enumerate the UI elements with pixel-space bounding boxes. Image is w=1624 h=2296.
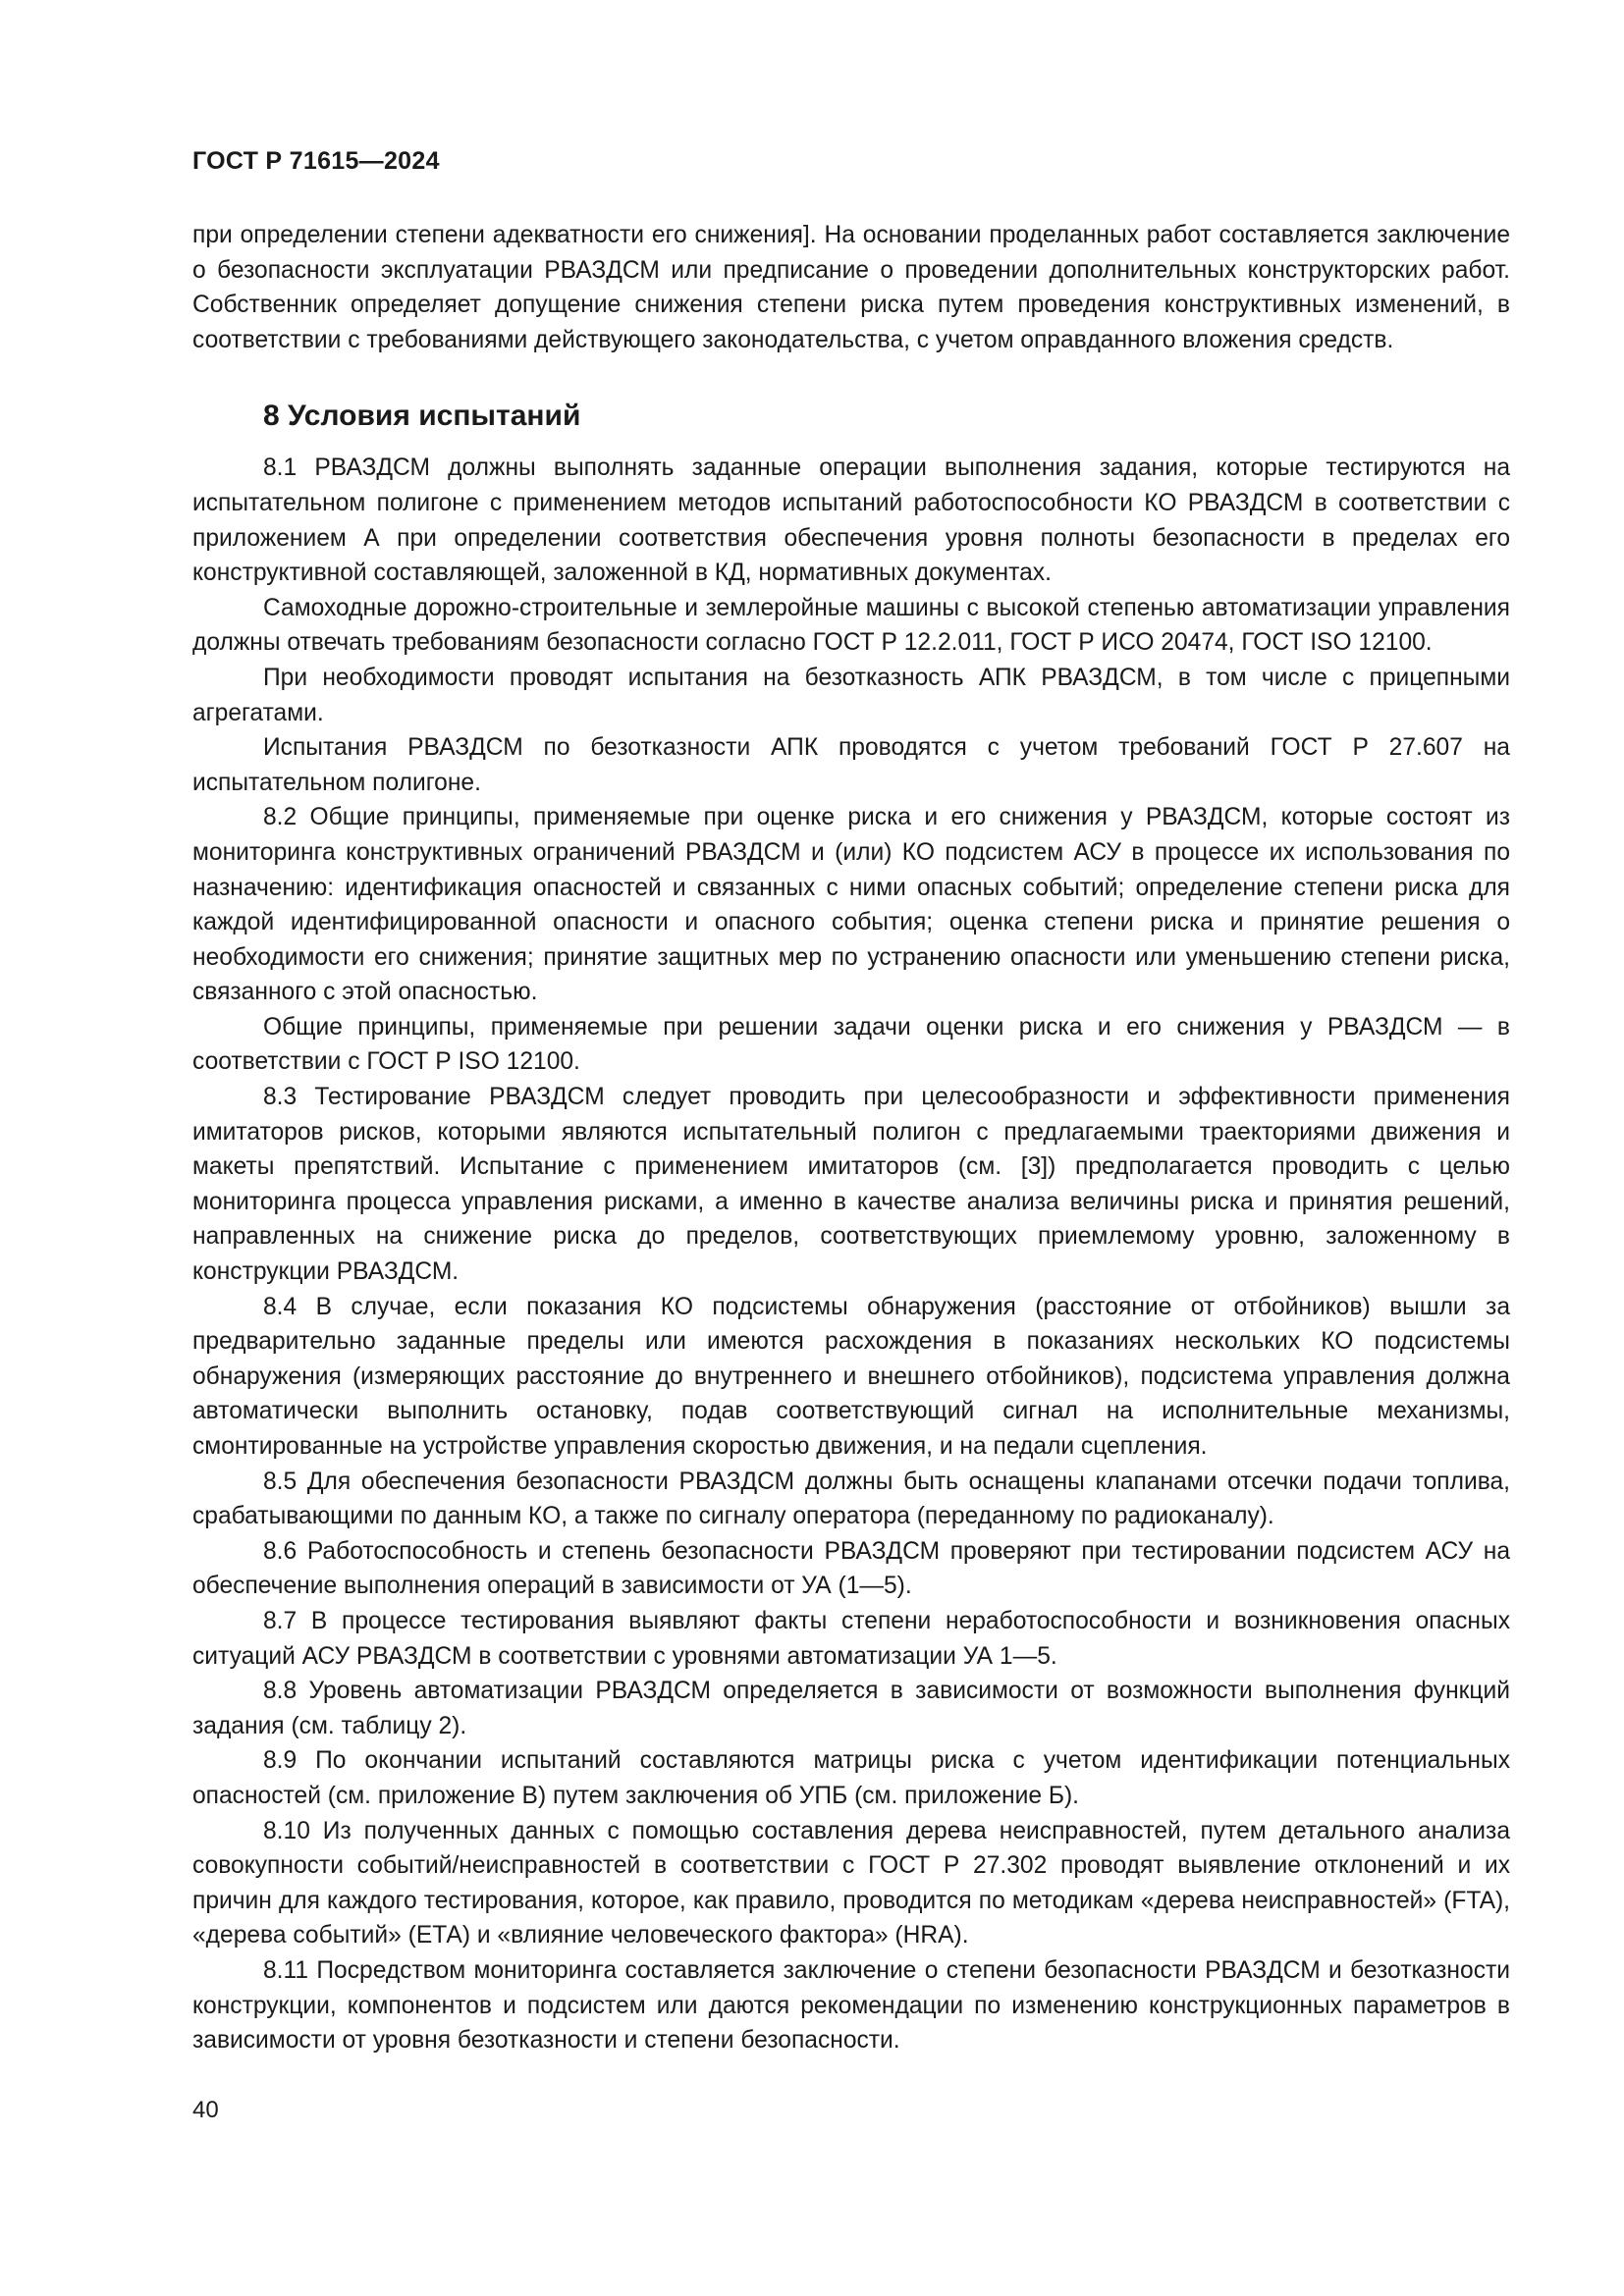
paragraph-8-9: 8.9 По окончании испытаний составляются матрицы риска с учетом идентификации потенциальных опасностей (см. приложение В) путем заключения об УПБ (см. приложение Б). (192, 1747, 1510, 1809)
paragraph-8-2: 8.2 Общие принципы, применяемые при оценке риска и его снижения у РВАЗДСМ, которые состоят из мониторинга конструктивных ограничений РВАЗДСМ и (или) КО подсистем АСУ в процессе их использования по назначению: идентификация опасностей и связанных с ними опасных событий; определение степени риска для каждой идентифицированной опасности и опасного события; оценка степени риска и принятие решения о необходимости его снижения; принятие защитных мер по устранению опасности или уменьшению степени риска, связанного с этой опасностью. (192, 804, 1510, 1006)
paragraph-8-2-principles: Общие принципы, применяемые при решении задачи оценки риска и его снижения у РВАЗДСМ — в соответствии с ГОСТ Р ISO 12100. (192, 1013, 1510, 1076)
paragraph-8-8: 8.8 Уровень автоматизации РВАЗДСМ определяется в зависимости от возможности выполнения функций задания (см. таблицу 2). (192, 1678, 1510, 1739)
page-content (192, 218, 1510, 2058)
paragraph-8-4: 8.4 В случае, если показания КО подсистемы обнаружения (расстояние от отбойников) вышли за предварительно заданные пределы или имеются расхождения в показаниях нескольких КО подсистемы обнаружения (измеряющих расстояние до внутреннего и внешнего отбойников), подсистема управления должна автоматически выполнить остановку, подав соответствующий сигнал на исполнительные механизмы, смонтированные на устройстве управления скоростью движения, и на педали сцепления. (192, 1293, 1510, 1460)
paragraph-8-6: 8.6 Работоспособность и степень безопасности РВАЗДСМ проверяют при тестировании подсистем АСУ на обеспечение выполнения операций в зависимости от УА (1—5). (192, 1537, 1510, 1600)
paragraph-8-1-reliability: При необходимости проводят испытания на безотказность АПК РВАЗДСМ, в том числе с прицепными агрегатами. (192, 664, 1510, 726)
paragraph-8-7: 8.7 В процессе тестирования выявляют факты степени неработоспособности и возникновения опасных ситуаций АСУ РВАЗДСМ в соответствии с уровнями автоматизации УА 1—5. (192, 1607, 1510, 1670)
section-title: 8 Условия испытаний (263, 400, 581, 433)
paragraph-8-10: 8.10 Из полученных данных с помощью составления дерева неисправностей, путем детального анализа совокупности событий/неисправностей в соответствии с ГОСТ Р 27.302 проводят выявление отклонений и их причин для каждого тестирования, которое, как правило, проводится по методикам «дерева неисправностей» (FTA), «дерева событий» (ЕТА) и «влияние человеческого фактора» (HRA). (192, 1817, 1510, 1949)
paragraph-8-5: 8.5 Для обеспечения безопасности РВАЗДСМ должны быть оснащены клапанами отсечки подачи топлива, срабатывающими по данным КО, а также по сигналу оператора (переданному по радиоканалу). (192, 1468, 1510, 1530)
page-number: 40 (192, 2097, 219, 2123)
paragraph-8-3: 8.3 Тестирование РВАЗДСМ следует проводить при целесообразности и эффективности применения имитаторов рисков, которыми являются испытательный полигон с предлагаемыми траекториями движения и макеты препятствий. Испытание с применением имитаторов (см. [3]) предполагается проводить с целью мониторинга процесса управления рисками, а именно в качестве анализа величины риска и принятия решений, направленных на снижение риска до пределов, соответствующих приемлемому уровню, заложенному в конструкции РВАЗДСМ. (192, 1084, 1510, 1286)
intro-paragraph: при определении степени адекватности его снижения]. На основании проделанных работ составляется заключение о безопасности эксплуатации РВАЗДСМ или предписание о проведении дополнительных конструкторских работ. Собственник определяет допущение снижения степени риска путем проведения конструктивных изменений, в соответствии с требованиями действующего законодательства, с учетом оправданного вложения средств. (192, 222, 1510, 353)
paragraph-8-1-machines: Самоходные дорожно-строительные и землеройные машины с высокой степенью автоматизации управления должны отвечать требованиям безопасности согласно ГОСТ Р 12.2.011, ГОСТ Р ИСО 20474, ГОСТ ISO 12100. (192, 594, 1510, 657)
paragraph-8-11: 8.11 Посредством мониторинга составляется заключение о степени безопасности РВАЗДСМ и безотказности конструкции, компонентов и подсистем или даются рекомендации по изменению конструкционных параметров в зависимости от уровня безотказности и степени безопасности. (192, 1956, 1510, 2055)
document-header: ГОСТ Р 71615—2024 (192, 147, 440, 175)
paragraph-8-1-tests: Испытания РВАЗДСМ по безотказности АПК проводятся с учетом требований ГОСТ Р 27.607 на испытательном полигоне. (192, 734, 1510, 796)
paragraph-8-1: 8.1 РВАЗДСМ должны выполнять заданные операции выполнения задания, которые тестируются на испытательном полигоне с применением методов испытаний работоспособности КО РВАЗДСМ в соответствии с приложением А при определении соответствия обеспечения уровня полноты безопасности в пределах его конструктивной составляющей, заложенной в КД, нормативных документах. (192, 454, 1510, 587)
